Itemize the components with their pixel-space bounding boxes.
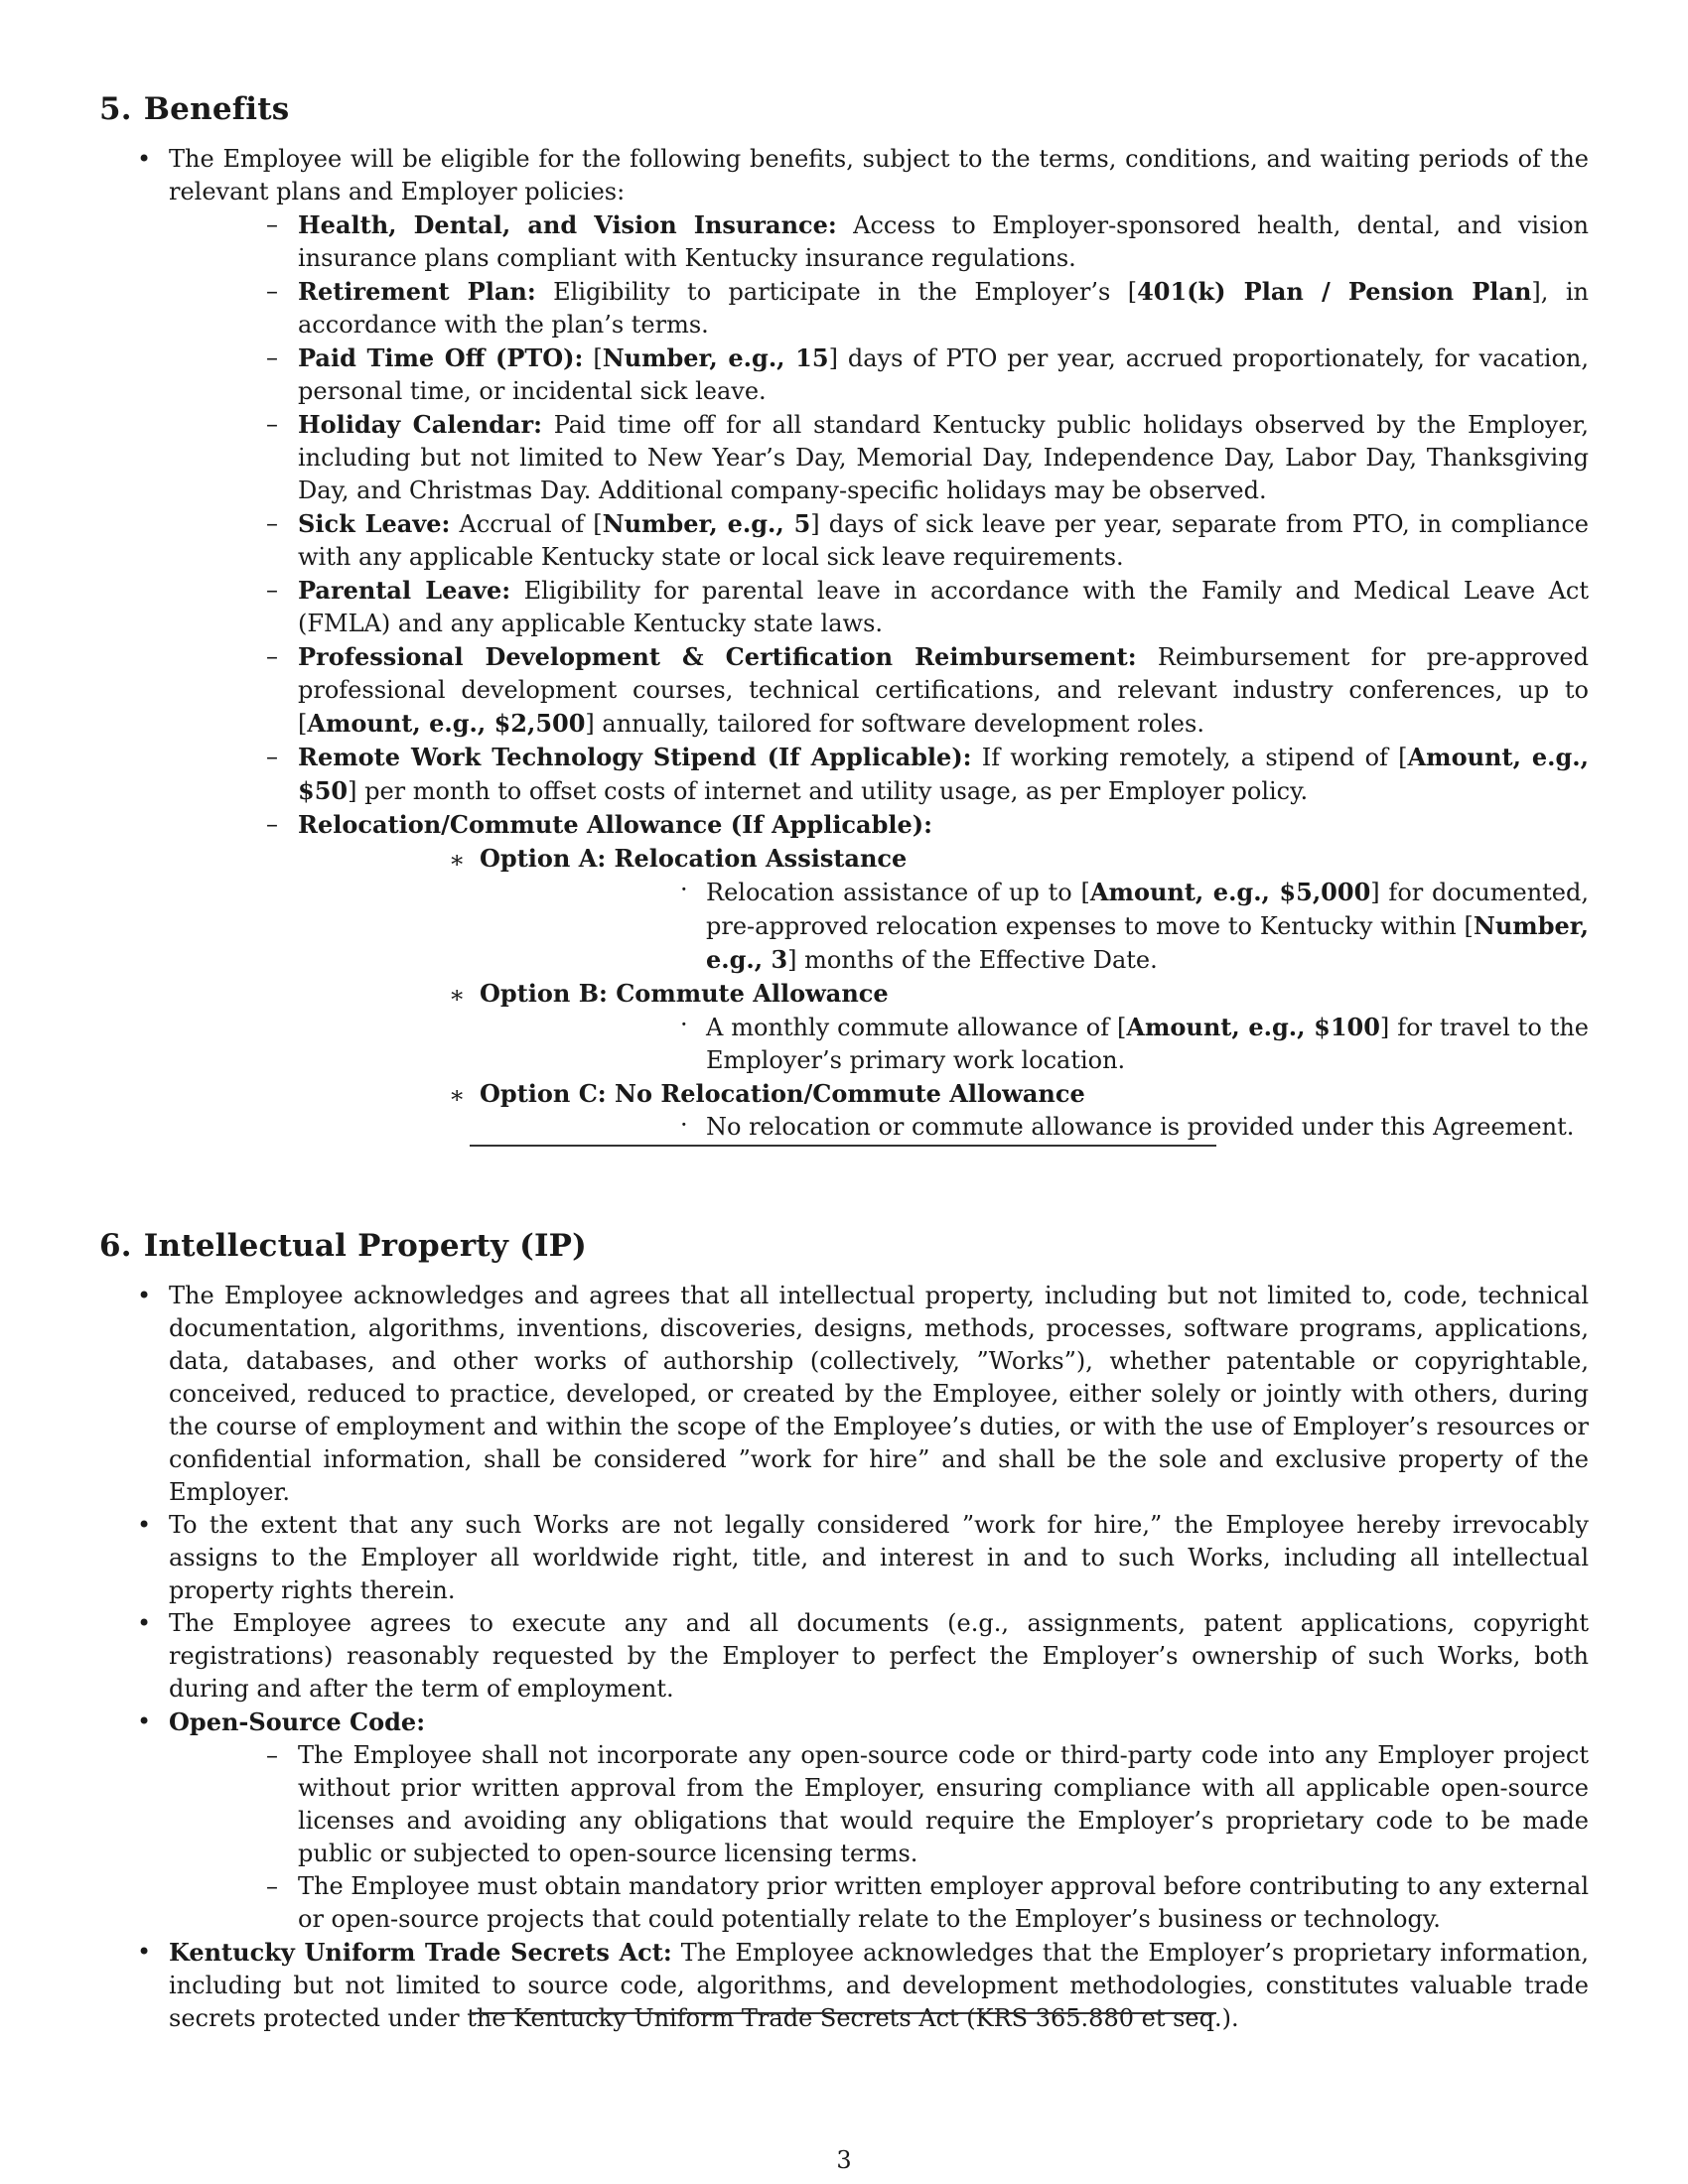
dash-icon: –	[266, 743, 278, 770]
item-label: Parental Leave:	[298, 576, 511, 605]
option-detail: · Relocation assistance of up to [Amount, e.g., $5,000] for documented, pre-approved relocation expenses to move to Kentucky within [Number, e.g., 3] months of the Effective Date.	[680, 876, 1589, 974]
list-item	[169, 408, 1589, 507]
list-item: • The Employee acknowledges and agrees that all intellectual property, including but not limited to, code, technical documentation, algorithms, inventions, discoveries, designs, methods, processes, software programs, applications, data, databases, and other works of authorship (collectively, ”Works”), whether patentable or copyrightable, conceived, reduced to practice, developed, or created by the Employee, either solely or jointly with others, during the course of employment and within the scope of the Employee’s duties, or with the use of Employer’s resources or confidential information, shall be considered ”work for hire” and shall be the sole and exclusive property of the Employer.	[137, 1282, 1589, 1506]
item-placeholder: Amount, e.g., $5,000	[1089, 878, 1371, 906]
bullet-icon: •	[137, 1511, 152, 1539]
option-item	[298, 1077, 1589, 1144]
dot-icon: ·	[680, 1111, 688, 1139]
item-label: Professional Development & Certification Reimbursement:	[298, 642, 1137, 671]
asterisk-icon: ∗	[449, 981, 466, 1009]
document-page	[99, 91, 1589, 2035]
bullet-icon: •	[137, 1707, 152, 1735]
list-item: • To the extent that any such Works are not legally considered ”work for hire,” the Employee hereby irrevocably assigns to the Employer all worldwide right, title, and interest in and to such Works, including all intellectual property rights therein.	[137, 1511, 1589, 1604]
item-text: If working remotely, a stipend of [	[971, 744, 1408, 771]
section-number: 6.	[99, 1228, 132, 1264]
bullet-icon: •	[137, 1938, 152, 1966]
bullet-icon: •	[137, 145, 152, 173]
dash-icon: –	[266, 1872, 278, 1900]
section-number: 5.	[99, 91, 132, 127]
item-placeholder: Number, e.g., 15	[602, 343, 829, 372]
item-label: Sick Leave:	[298, 509, 451, 538]
list-item	[169, 574, 1589, 640]
list-item: – The Employee must obtain mandatory prior written employer approval before contributing to any external or open-source projects that could potentially relate to the Employer’s business or technology.	[266, 1872, 1589, 1933]
section-title: Intellectual Property (IP)	[143, 1228, 588, 1264]
section-title: Benefits	[143, 91, 290, 127]
dash-icon: –	[266, 1741, 278, 1769]
dot-icon: ·	[680, 876, 688, 903]
dot-icon: ·	[680, 1011, 688, 1038]
list-item	[169, 640, 1589, 741]
section-5-heading	[99, 91, 1589, 127]
option-item	[298, 977, 1589, 1077]
list-item	[169, 507, 1589, 574]
bullet-icon: •	[137, 1609, 152, 1637]
item-text: Access to Employer-sponsored health, dental, and vision insurance plans compliant with Kentucky insurance regulations.	[298, 211, 1589, 272]
benefits-intro: The Employee will be eligible for the following benefits, subject to the terms, conditions, and waiting periods of the relevant plans and Employer policies:	[169, 145, 1589, 205]
list-item	[169, 341, 1589, 408]
item-text: Reimbursement for pre-approved professional development courses, technical certifications, and relevant industry conferences, up to [	[298, 643, 1589, 738]
section-divider	[470, 2012, 1216, 2014]
list-item	[99, 1706, 1589, 1936]
list-item	[169, 275, 1589, 341]
page-number: 3	[836, 2146, 852, 2174]
item-placeholder: Amount, e.g., $100	[1126, 1013, 1380, 1041]
ip-list	[99, 1280, 1589, 2035]
item-placeholder: Amount, e.g., $2,500	[307, 709, 586, 738]
option-label: Option C: No Relocation/Commute Allowance	[480, 1079, 1085, 1108]
bullet-icon: •	[137, 1282, 152, 1309]
list-item	[99, 143, 1589, 1144]
asterisk-icon: ∗	[449, 846, 466, 874]
item-label: Kentucky Uniform Trade Secrets Act:	[169, 1938, 672, 1967]
item-label: Paid Time Off (PTO):	[298, 343, 584, 372]
dash-icon: –	[266, 210, 278, 238]
list-item	[169, 808, 1589, 1144]
item-label: Open-Source Code:	[169, 1707, 426, 1736]
item-label: Relocation/Commute Allowance (If Applicable):	[298, 810, 932, 839]
item-label: Retirement Plan:	[298, 277, 536, 306]
item-text: Accrual of [	[450, 510, 603, 538]
dash-icon: –	[266, 810, 278, 838]
item-label: Health, Dental, and Vision Insurance:	[298, 210, 837, 239]
item-text: ] annually, tailored for software development roles.	[585, 710, 1204, 738]
item-placeholder: Number, e.g., 3	[706, 911, 1589, 974]
dash-icon: –	[266, 277, 278, 305]
dash-icon: –	[266, 410, 278, 438]
section-divider	[470, 1145, 1216, 1147]
list-item	[169, 741, 1589, 808]
list-item: • Kentucky Uniform Trade Secrets Act: The Employee acknowledges that the Employer’s proprietary information, including but not limited to source code, algorithms, and development methodologies, constitutes valuable trade secrets protected under the Kentucky Uniform Trade Secrets Act (KRS 365.880 et seq.).	[137, 1938, 1589, 2032]
list-item: • The Employee agrees to execute any and all documents (e.g., assignments, patent applications, copyright registrations) reasonably requested by the Employer to perfect the Employer’s ownership of such Works, both during and after the term of employment.	[137, 1609, 1589, 1703]
list-item: – The Employee shall not incorporate any open-source code or third-party code into any Employer project without prior written approval from the Employer, ensuring compliance with all applicable open-source licenses and avoiding any obligations that would require the Employer’s proprietary code to be made public or subjected to open-source licensing terms.	[266, 1741, 1589, 1867]
item-label: Remote Work Technology Stipend (If Applicable):	[298, 743, 972, 771]
list-item	[169, 208, 1589, 275]
section-6-heading	[99, 1228, 1589, 1264]
option-item	[298, 842, 1589, 977]
dash-icon: –	[266, 642, 278, 670]
option-detail: · A monthly commute allowance of [Amount, e.g., $100] for travel to the Employer’s primary work location.	[680, 1011, 1589, 1074]
item-label: Holiday Calendar:	[298, 410, 542, 439]
item-placeholder: 401(k) Plan / Pension Plan	[1137, 277, 1532, 306]
asterisk-icon: ∗	[449, 1081, 466, 1109]
item-text: Eligibility to participate in the Employer’s [	[535, 278, 1138, 306]
item-text: [	[583, 344, 603, 372]
dash-icon: –	[266, 509, 278, 537]
benefits-list	[99, 143, 1589, 1144]
option-detail: · No relocation or commute allowance is provided under this Agreement.	[680, 1111, 1575, 1141]
option-label: Option A: Relocation Assistance	[480, 844, 908, 873]
item-placeholder: Amount, e.g., $50	[298, 743, 1590, 805]
option-label: Option B: Commute Allowance	[480, 979, 889, 1008]
item-text: ] days of PTO per year, accrued proportionately, for vacation, personal time, or incidental sick leave.	[298, 344, 1590, 405]
item-text: ] per month to offset costs of internet and utility usage, as per Employer policy.	[348, 777, 1309, 805]
item-text: ], in accordance with the plan’s terms.	[298, 278, 1589, 339]
dash-icon: –	[266, 343, 278, 371]
item-placeholder: Number, e.g., 5	[602, 509, 811, 538]
item-text: Paid time off for all standard Kentucky public holidays observed by the Employer, including but not limited to New Year’s Day, Memorial Day, Independence Day, Labor Day, Thanksgiving Day, and Christmas Day. Additional company-specific holidays may be observed.	[298, 411, 1589, 504]
dash-icon: –	[266, 576, 278, 604]
item-text: ] days of sick leave per year, separate from PTO, in compliance with any applicable Kentucky state or local sick leave requirements.	[298, 510, 1589, 571]
item-text: Eligibility for parental leave in accordance with the Family and Medical Leave Act (FMLA) and any applicable Kentucky state laws.	[298, 577, 1589, 637]
